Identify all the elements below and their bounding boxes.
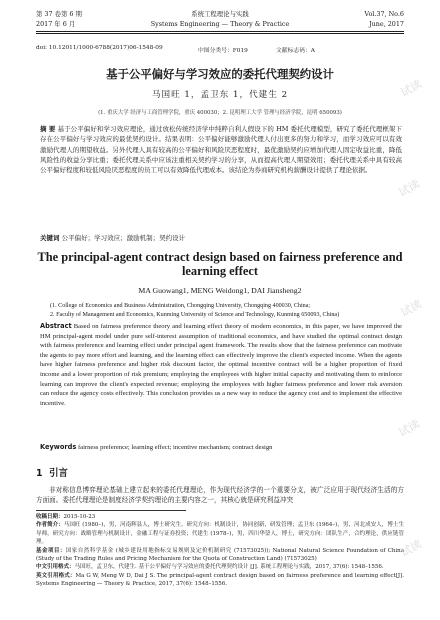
footnote-label: 基金项目： (36, 547, 66, 554)
document-code: 文献标志码：A (276, 48, 315, 54)
affiliation-en-2: 2. Faculty of Management and Economics, Kunming University of Science and Technology, Kunming 650093, China) (50, 312, 340, 319)
footnote-citation-cn (36, 563, 404, 571)
affiliation-en-1: (1. College of Economics and Business Administration, Chongqing University, Chongqing 400030, China; (50, 303, 311, 309)
footnote-funding (36, 547, 404, 564)
footnote-text: 马国旺，孟卫东，代建生. 基于公平偏好与学习效应的委托代理契约设计 [J]. 系统工程理论与实践，2017, 37(6): 1548–1556. (74, 564, 384, 571)
journal-name-cn: 系统工程理论与实践 (191, 10, 249, 18)
volume-cn: 第 37 卷第 6 期 (36, 10, 82, 18)
watermark: 试读 (398, 537, 424, 560)
keywords-en-text: fairness preference; learning effect; incentive mechanism; contract design (77, 444, 273, 451)
footnote-text: 马国旺 (1980–)，男，河南辉县人，博士研究生，研究方向：机制设计，协同创新，研发管理；孟卫东 (1964–)，男，河北成安人，博士生导师，研究方向：战略管理与机制设计，金融工程与证券投资；代建生 (1978–)，男，四川华蓥人，博士，研究方向：团队生产，合约理论，供应链管理。 (36, 522, 404, 546)
abstract-en-text: Based on fairness preference theory and learning effect theory of modern economics, in this paper, we have improved the HM principal-agent model under pure self-interest assumption of traditional economics, and have studied the optimal contract design with fairness preference and learning effect under principal agent framework. The results show that the fairness preference can motivate the agents to pay more effort and learning, and the learning effect can effectively improve the client's expected income. When the agents have higher fairness preference and higher risk discount factor, the optimal incentive contract will be a higher proportion of fixed income and a lower proportion of risk premium; employing the employees with higher initial capacity and motivating them to reinforce learning can improve the client's expected revenue; employing the employees with higher fairness preference and lower risk aversion can reduce the agency costs effectively. This conclusion provides us a new way to reduce the agency cost and to implement the effective incentive. (40, 323, 402, 407)
journal-name-en: Systems Engineering — Theory & Practice (150, 20, 290, 28)
abstract-cn-text: 基于公平偏好和学习效应理论，通过放松传统经济学中纯粹自利人假设下的 HM 委托代理模型，研究了委托代理框架下存在公平偏好与学习效应的最优契约设计。结果表明：公平偏好能够激励代理人付出更多的努力和学习，而学习效应可以有效激励代理人的期望收益。另外代理人具有较高的公平偏好和风险厌恶程度时，最优激励契约应增加代理人固定收益比重，降低风险性的收益分享比重；委托代理关系中应该注重相关契约学习的分享，从而提高代理人期望效用；委托代理关系中具有较高公平偏好程度和较低风险厌恶程度的员工可以有效降低代理成本。该结论为券商研究机构薪酬设计提供了理论依据。 (40, 125, 402, 175)
section-title: 引言 (49, 468, 68, 479)
abstract-en (40, 322, 402, 408)
authors-cn: 马国旺 1，孟卫东 1，代建生 2 (151, 90, 289, 100)
watermark: 试读 (398, 297, 424, 320)
date-cn: 2017 年 6 月 (36, 20, 76, 28)
keywords-cn-label: 关键词 (40, 234, 60, 242)
header-rule-bottom (36, 33, 404, 34)
footnote-text: 2015-10-23 (63, 514, 96, 520)
footnote-label: 作者简介： (36, 522, 64, 529)
footnote-citation-en (36, 572, 404, 589)
running-header (36, 9, 404, 29)
footnote-label: 英文引用格式： (36, 572, 76, 579)
title-en: The principal-agent contract design based on fairness preference and learning effect (37, 250, 403, 278)
watermark: 试读 (396, 417, 422, 440)
footnote-label: 中文引用格式： (36, 564, 75, 571)
watermark: 试读 (398, 77, 424, 100)
abstract-cn-label: 摘 要 (40, 125, 56, 133)
classification-code: 中图分类号：F019 (198, 48, 248, 54)
header-rule-top (36, 31, 404, 32)
date-en: June, 2017 (369, 20, 404, 28)
watermark: 试读 (396, 177, 422, 200)
affiliations-en (50, 302, 400, 321)
footnote-label: 收稿日期： (36, 514, 64, 520)
article-meta (36, 45, 404, 54)
keywords-cn (40, 233, 402, 242)
intro-paragraph: 非对称信息博弈理论基础上建立起来的委托代理理论，作为现代经济学的一个重要分支，被广泛应用于现代经济生活的方方面面。委托代理理论是制度经济学契约理论的主要内容之一，其核心就是研究利益冲突 (36, 486, 404, 505)
doi: doi: 10.12011/1000-6788(2017)06-1548-09 (36, 45, 163, 51)
authors-en: MA Guowang1, MENG Weidong1, DAI Jiansheng2 (138, 286, 302, 295)
keywords-en (40, 443, 402, 451)
footnote-authors (36, 521, 404, 546)
footnote-text: 国家自然科学基金 (城乡建设用地指标交易规则及定价机制研究 (71573025)); National Natural Science Foundation of China (Study of the Trading Rules and Pricing Mechanism for the Quota of Construction Land) (71573025) (36, 547, 404, 563)
abstract-cn (40, 124, 402, 175)
volume-en: Vol.37, No.6 (364, 10, 404, 18)
abstract-en-label: Abstract (40, 322, 72, 330)
footnote-received (36, 513, 404, 521)
footnote-text: Ma G W, Meng W D, Dai J S. The principal-agent contract design based on fairness preference and learning effect[J]. Systems Engineering — Theory & Practice, 2017, 37(6): 1548–1556. (36, 572, 404, 588)
title-cn: 基于公平偏好与学习效应的委托代理契约设计 (106, 67, 334, 81)
affiliations-cn: (1. 重庆大学 经济与工商管理学院，重庆 400030；2. 昆明理工大学 管理与经济学院，昆明 650093) (98, 110, 342, 116)
section-heading (36, 465, 68, 479)
section-number: 1 (36, 468, 43, 479)
footnotes (36, 513, 404, 589)
footnote-rule (36, 510, 186, 511)
keywords-en-label: Keywords (40, 443, 77, 451)
keywords-cn-text: 公平偏好；学习效应；激励机制；契约设计 (61, 234, 186, 242)
